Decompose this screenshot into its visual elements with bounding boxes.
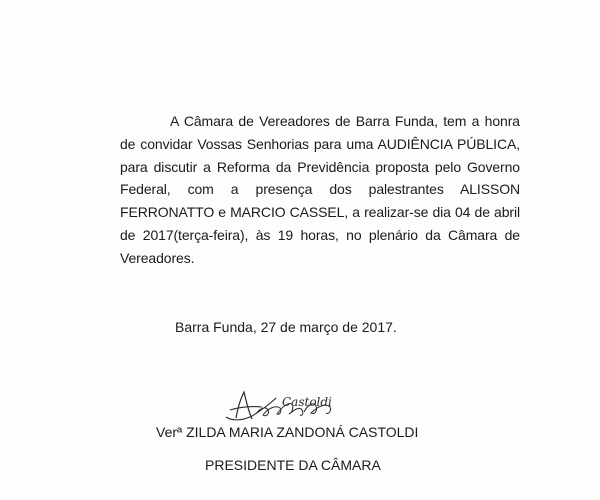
date-line: Barra Funda, 27 de março de 2017.: [175, 319, 397, 335]
invitation-paragraph: A Câmara de Vereadores de Barra Funda, tem a honra de convidar Vossas Senhorias para uma AUDIÊNCIA PÚBLICA, para discutir a Reforma da Previdência proposta pelo Governo Federal, com a presença dos palestrantes ALISSON FERRONATTO e MARCIO CASSEL, a realizar-se dia 04 de abril de 2017(terça-feira), às 19 horas, no plenário da Câmara de Vereadores.: [120, 113, 520, 266]
signature-lettering: Castoldi: [282, 395, 332, 409]
signer-title: PRESIDENTE DA CÂMARA: [205, 457, 381, 473]
signer-name: Verª ZILDA MARIA ZANDONÁ CASTOLDI: [156, 424, 419, 440]
